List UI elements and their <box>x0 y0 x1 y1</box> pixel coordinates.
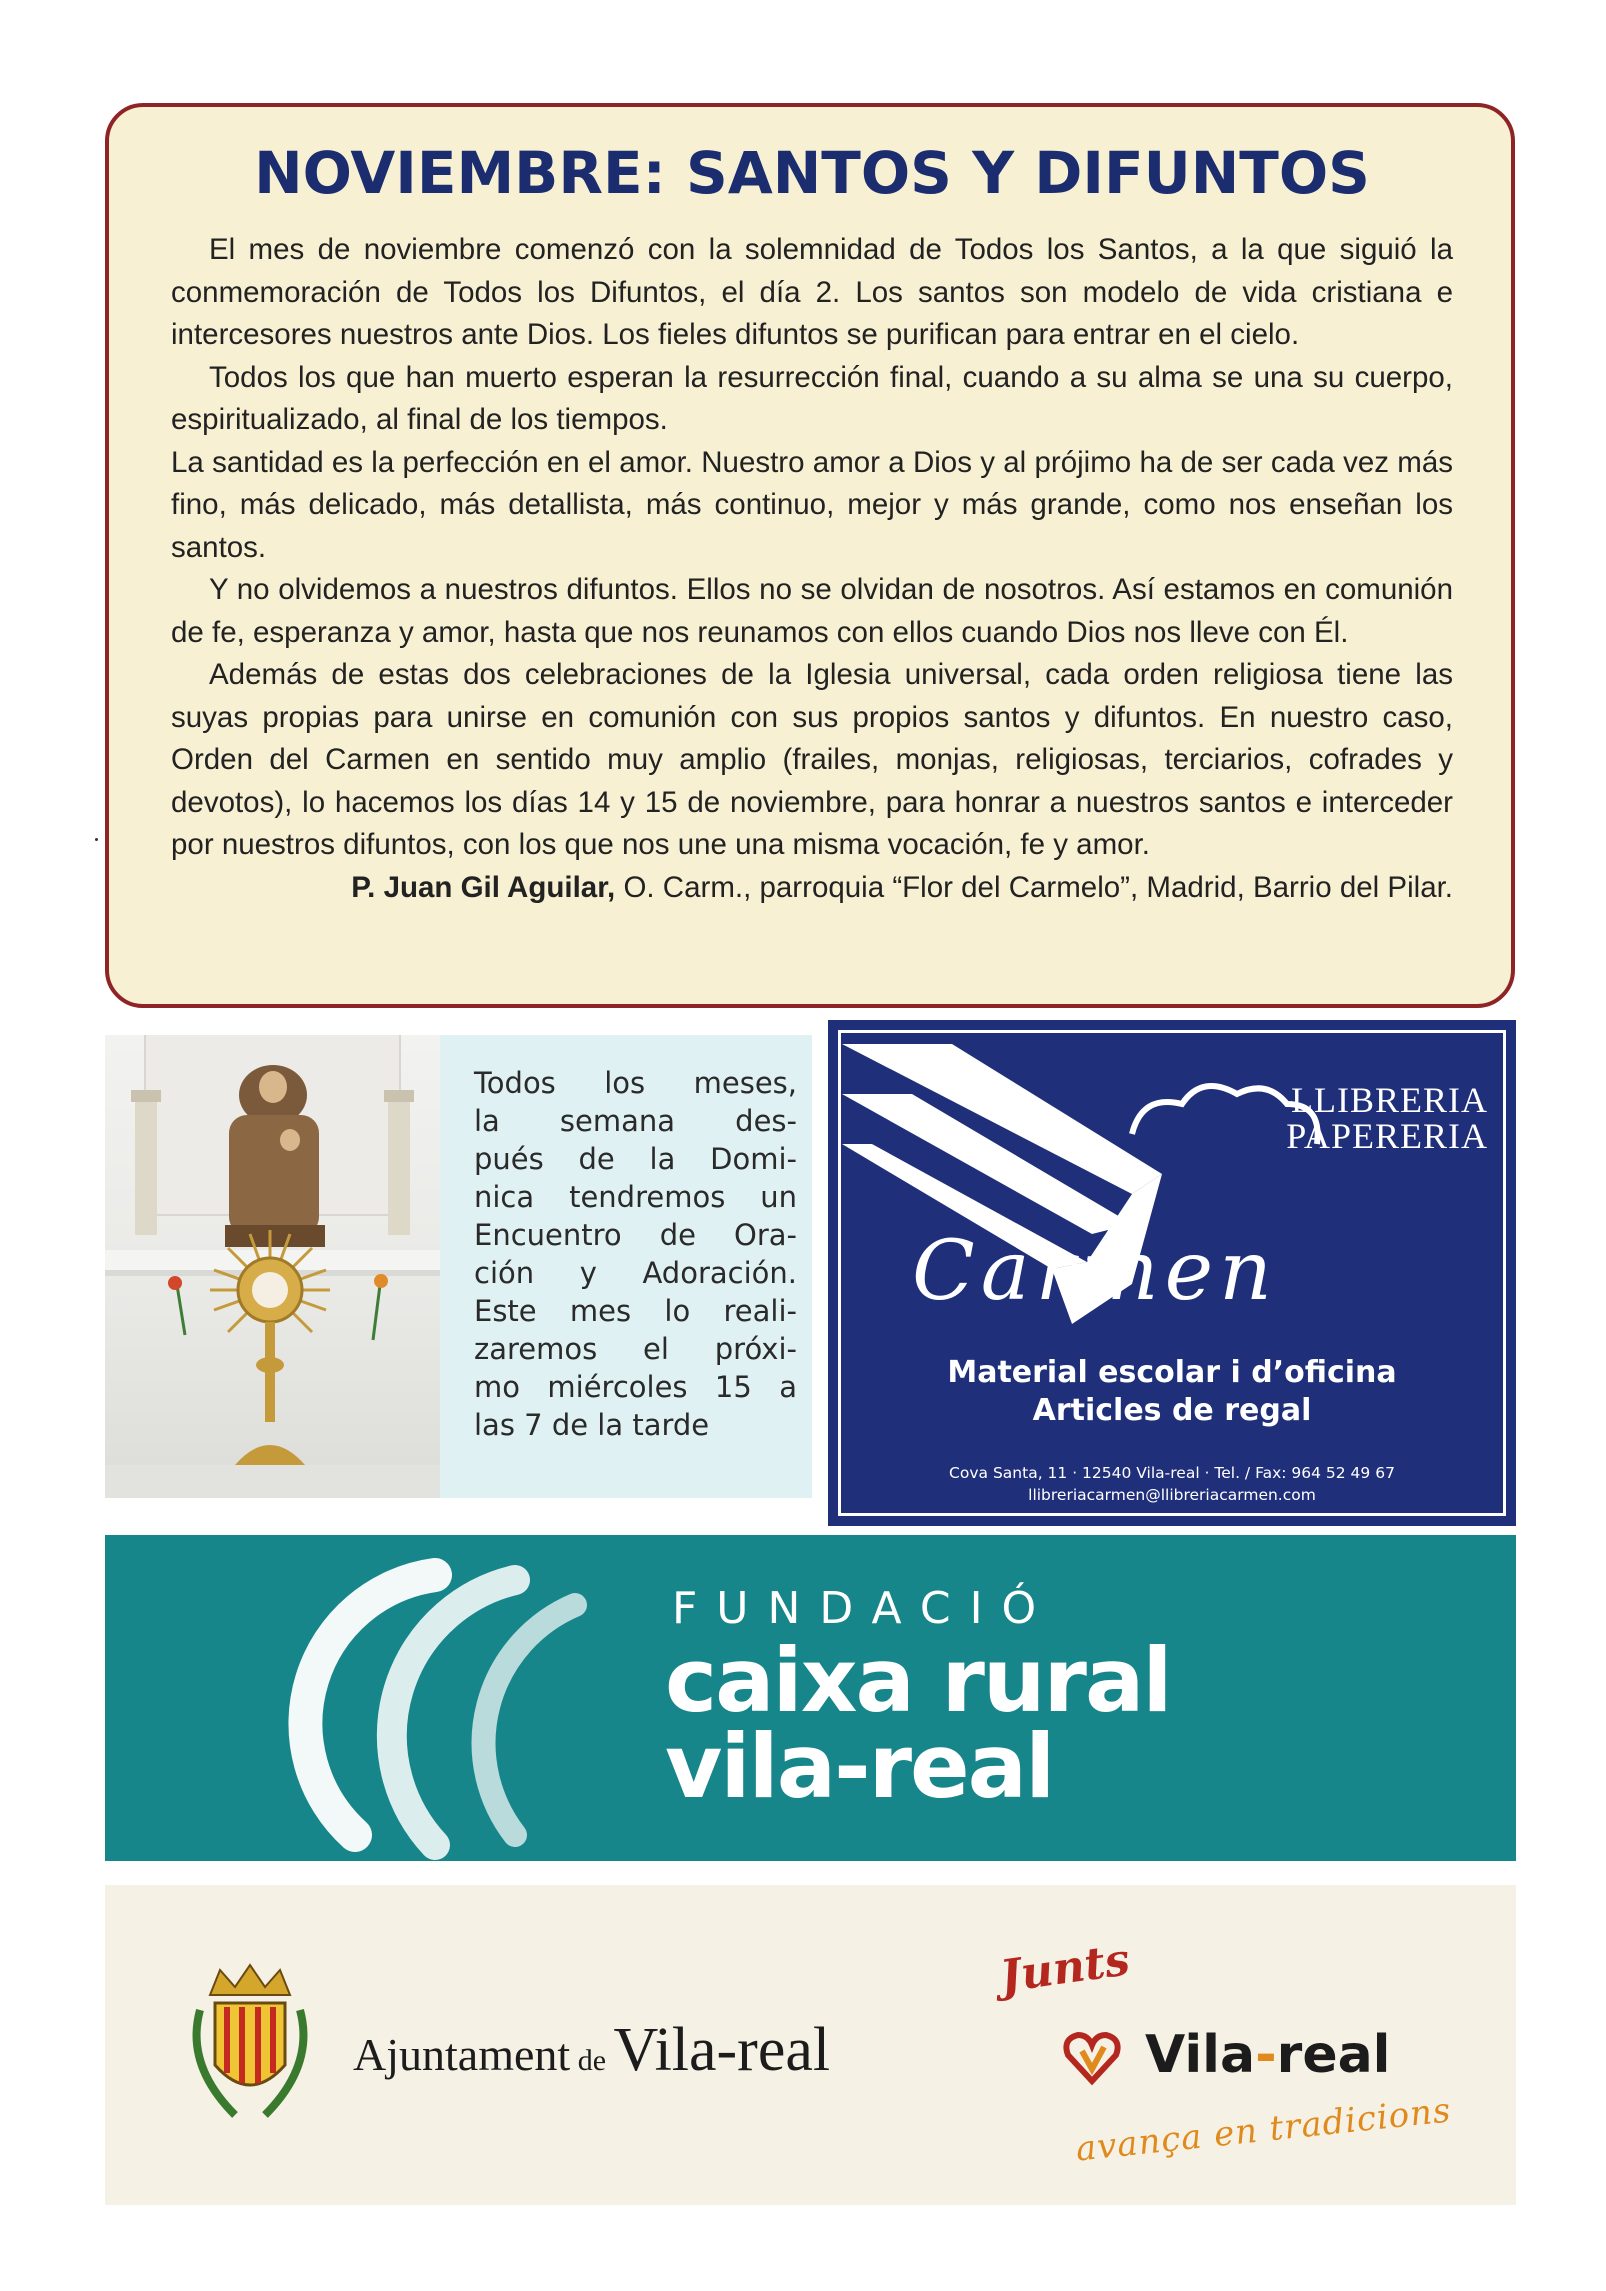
prayer-line: Todos los meses, <box>474 1066 797 1100</box>
sponsors-footer <box>105 1885 1516 2205</box>
prayer-line: la semana des- <box>474 1104 797 1138</box>
ajuntament-de: de <box>570 2044 614 2077</box>
libreria-name: Carmen <box>912 1224 1278 1319</box>
article-paragraph-1: El mes de noviembre comenzó con la solemnidad de Todos los Santos, a la que siguió la conmemoración de Todos los Difuntos, el día 2. Los santos son modelo de vida cristiana e intercesores nuestros ante Dios. Los fieles difuntos se purifican para entrar en el cielo. <box>171 233 1453 351</box>
junts-label: Junts <box>997 1934 1133 2003</box>
vilareal-tagline: avança en tradicions <box>1073 2090 1454 2170</box>
prayer-line: pués de la Domi- <box>474 1142 797 1176</box>
article-title: NOVIEMBRE: SANTOS Y DIFUNTOS <box>254 139 1370 207</box>
libreria-line-2: Articles de regal <box>1032 1393 1312 1428</box>
libreria-contact <box>832 1462 1512 1506</box>
prayer-line: Encuentro de Ora- <box>474 1218 797 1252</box>
libreria-email[interactable]: llibreriacarmen@llibreriacarmen.com <box>1028 1486 1316 1504</box>
altar-illustration <box>105 1035 440 1498</box>
prayer-line: ción y Adoración. <box>474 1256 797 1290</box>
ajuntament-word: Ajuntament <box>353 2029 571 2080</box>
fundacio-logo-icon <box>105 1535 665 1861</box>
ajuntament-vilareal: Vila-real <box>613 2016 831 2084</box>
prayer-line: mo miércoles 15 a <box>474 1370 797 1404</box>
libreria-title-line-2: PAPERERIA <box>1286 1116 1488 1156</box>
author-details: O. Carm., parroquia “Flor del Carmelo”, Madrid, Barrio del Pilar. <box>615 870 1453 904</box>
libreria-products <box>832 1354 1512 1430</box>
prayer-line: nica tendremos un <box>474 1180 797 1214</box>
vilareal-part-2: real <box>1276 2025 1391 2085</box>
prayer-text <box>474 1064 797 1444</box>
article-paragraph-5: Además de estas dos celebraciones de la Iglesia universal, cada orden religiosa tiene las suyas propias para unirse en comunión con sus propios santos y difuntos. En nuestro caso, Orden del Carmen en sentido muy amplio (frailes, monjas, religiosas, terciarios, cofrades y devotos), lo hacemos los días 14 y 15 de noviembre, para honrar a nuestros santos e interceder por nuestros difuntos, con los que nos une una misma vocación, fe y amor. <box>171 658 1453 861</box>
prayer-line: Este mes lo reali- <box>474 1294 797 1328</box>
libreria-address: Cova Santa, 11 · 12540 Vila-real · Tel. / Fax: 964 52 49 67 <box>949 1464 1395 1482</box>
fundacio-name <box>665 1629 1171 1818</box>
fundacio-banner <box>105 1535 1516 1861</box>
ajuntament-logo <box>353 2015 830 2086</box>
article-signature <box>171 867 1453 910</box>
vilareal-part-1: Vila <box>1145 2025 1256 2085</box>
libreria-line-1: Material escolar i d’oficina <box>947 1355 1397 1390</box>
prayer-announcement <box>440 1035 812 1498</box>
prayer-line: zaremos el próxi- <box>474 1332 797 1366</box>
article-paragraph-4: Y no olvidemos a nuestros difuntos. Ellos no se olvidan de nosotros. Así estamos en comunión de fe, esperanza y amor, hasta que nos reunamos con ellos cuando Dios nos lleve con Él. <box>171 573 1453 649</box>
fundacio-name-line-1: caixa rural <box>665 1629 1171 1732</box>
vilareal-logo <box>1145 2025 1391 2085</box>
vilareal-dash: - <box>1255 2025 1277 2085</box>
stray-dot <box>95 838 98 841</box>
coat-of-arms-icon <box>175 1955 325 2135</box>
article-paragraph-2: Todos los que han muerto esperan la resurrección final, cuando a su alma se una su cuerpo, espiritualizado, al final de los tiempos. <box>171 360 1453 436</box>
prayer-line: las 7 de la tarde <box>474 1408 710 1442</box>
libreria-title-line-1: LLIBRERIA <box>1291 1080 1488 1120</box>
libreria-ad <box>828 1020 1516 1526</box>
libreria-title <box>1148 1082 1488 1154</box>
fundacio-name-line-2: vila-real <box>665 1715 1054 1818</box>
author-name: P. Juan Gil Aguilar, <box>351 870 616 904</box>
fundacio-word: FUNDACIÓ <box>672 1583 1056 1634</box>
article-paragraph-3: La santidad es la perfección en el amor. Nuestro amor a Dios y al prójimo ha de ser cada vez más fino, más delicado, más detallista, más continuo, mejor y más grande, como nos enseñan los santos. <box>171 445 1453 564</box>
article-box <box>105 103 1515 1008</box>
junts-heart-icon <box>1060 2025 1124 2089</box>
monstrance-photo <box>105 1035 440 1498</box>
